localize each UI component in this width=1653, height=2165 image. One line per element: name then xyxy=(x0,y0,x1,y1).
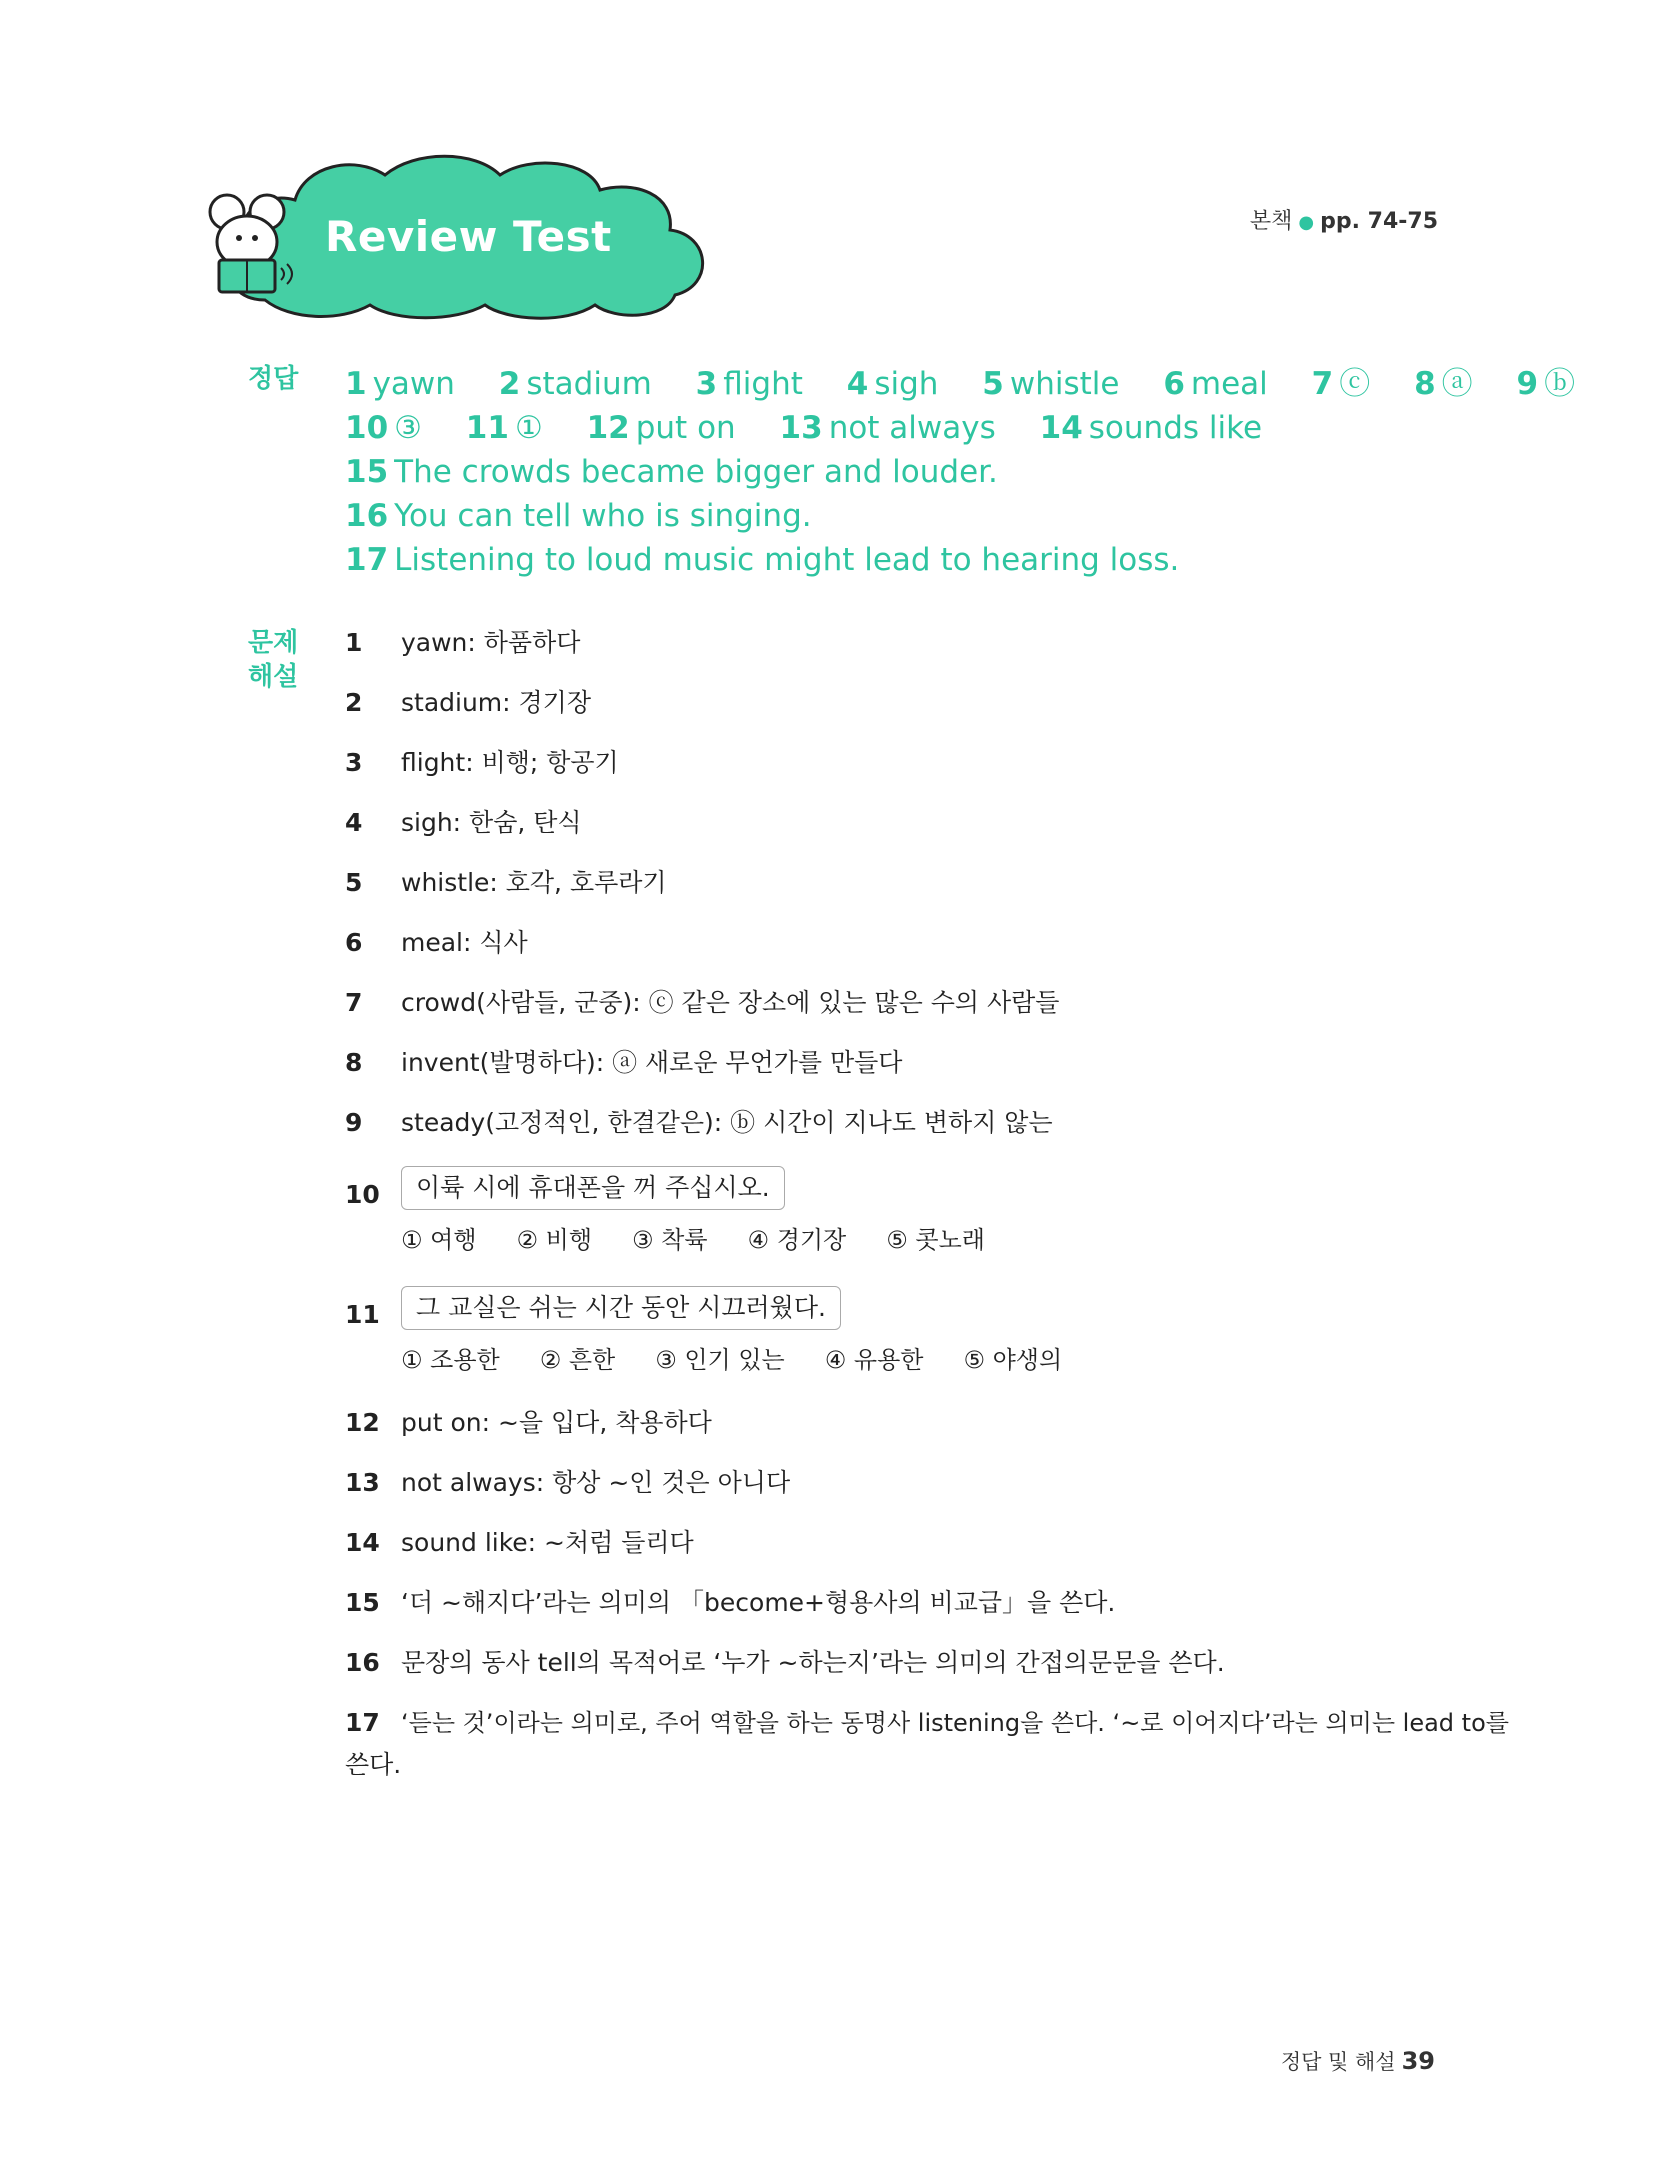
dot-separator: ● xyxy=(1298,212,1315,233)
explanation-item: 7 crowd(사람들, 군중): ⓒ 같은 장소에 있는 많은 수의 사람들 xyxy=(345,988,1060,1017)
pages-prefix: 본책 xyxy=(1249,209,1293,234)
sentence-box: 이륙 시에 휴대폰을 꺼 주십시오. xyxy=(401,1166,785,1210)
explanation-item: 1 yawn: 하품하다 xyxy=(345,628,581,657)
answers-line-5: 17 Listening to loud music might lead to hearing loss. xyxy=(345,542,1180,578)
options: ① 조용한 ② 흔한 ③ 인기 있는 ④ 유용한 ⑤ 야생의 xyxy=(401,1346,1063,1374)
explanation-item: 2 stadium: 경기장 xyxy=(345,688,591,717)
explanations-block xyxy=(345,626,1509,1796)
explanation-item: 14 sound like: ~처럼 들리다 xyxy=(345,1528,694,1557)
page-reference xyxy=(1250,204,1438,235)
answers-label: 정답 xyxy=(248,364,299,394)
footer-label: 정답 및 해설 xyxy=(1280,2050,1396,2074)
answers-line-4: 16 You can tell who is singing. xyxy=(345,498,812,534)
mouse-reading-icon xyxy=(205,190,295,300)
explanation-item: 8 invent(발명하다): ⓐ 새로운 무언가를 만들다 xyxy=(345,1048,903,1077)
explanation-item: 4 sigh: 한숨, 탄식 xyxy=(345,808,582,837)
explanation-item: 6 meal: 식사 xyxy=(345,928,528,957)
explanation-item: 15 ‘더 ~해지다’라는 의미의 「become+형용사의 비교급」을 쓴다. xyxy=(345,1588,1116,1617)
explanation-item: 9 steady(고정적인, 한결같은): ⓑ 시간이 지나도 변하지 않는 xyxy=(345,1108,1053,1137)
explanation-item: 13 not always: 항상 ~인 것은 아니다 xyxy=(345,1468,791,1497)
answers-block xyxy=(345,362,1576,582)
explanation-item-17: 17 ‘듣는 것’이라는 의미로, 주어 역할을 하는 동명사 listening을 쓴다. ‘~로 이어지다’라는 의미는 lead to를 쓴다. xyxy=(345,1708,1509,1779)
question-11: 11 그 교실은 쉬는 시간 동안 시끄러웠다. ① 조용한 ② 흔한 ③ 인기 있는 ④ 유용한 ⑤ 야생의 xyxy=(345,1286,1445,1406)
explanation-item: 16 문장의 동사 tell의 목적어로 ‘누가 ~하는지’라는 의미의 간접의문문을 쓴다. xyxy=(345,1648,1225,1677)
answers-line-1: 1 yawn 2 stadium 3 flight 4 sigh 5 whistle 6 meal 7 ⓒ 8 ⓐ 9 ⓑ xyxy=(345,366,1576,402)
pages-range: pp. 74-75 xyxy=(1320,209,1438,234)
explanations-label: 문제 해설 xyxy=(248,628,299,692)
page-title: Review Test xyxy=(325,212,612,261)
explanation-item: 12 put on: ~을 입다, 착용하다 xyxy=(345,1408,712,1437)
sentence-box: 그 교실은 쉬는 시간 동안 시끄러웠다. xyxy=(401,1286,841,1330)
answers-line-2: 10 ③ 11 ① 12 put on 13 not always 14 sounds like xyxy=(345,410,1263,446)
review-test-header xyxy=(205,150,725,325)
explanation-item: 5 whistle: 호각, 호루라기 xyxy=(345,868,667,897)
question-10: 10 이륙 시에 휴대폰을 꺼 주십시오. ① 여행 ② 비행 ③ 착륙 ④ 경기장 ⑤ 콧노래 xyxy=(345,1166,1445,1286)
options: ① 여행 ② 비행 ③ 착륙 ④ 경기장 ⑤ 콧노래 xyxy=(401,1226,985,1254)
answers-line-3: 15 The crowds became bigger and louder. xyxy=(345,454,998,490)
explanation-item: 3 flight: 비행; 항공기 xyxy=(345,748,619,777)
page-footer xyxy=(1281,2046,1435,2076)
page-number: 39 xyxy=(1401,2047,1435,2075)
